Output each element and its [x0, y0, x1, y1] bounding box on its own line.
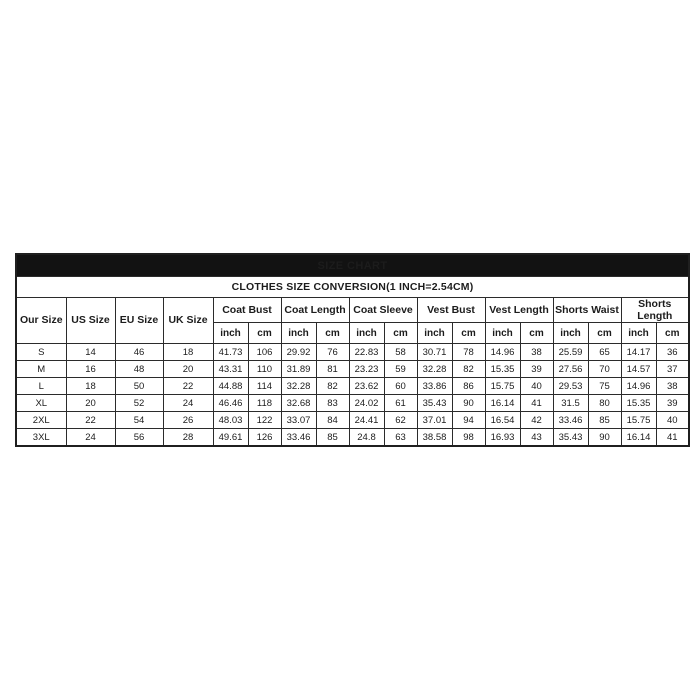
column-header-uk-size: UK Size	[163, 298, 213, 344]
size-chart-title: SIZE CHART	[16, 254, 689, 277]
size-chart-table	[15, 253, 690, 447]
value-cell: 31.5	[553, 395, 588, 412]
value-cell: 24	[163, 395, 213, 412]
value-cell: 118	[248, 395, 281, 412]
group-header-shorts-length: Shorts Length	[621, 298, 689, 323]
group-header-vest-bust: Vest Bust	[417, 298, 485, 323]
unit-header-shorts-length-inch: inch	[621, 323, 656, 344]
value-cell: 15.35	[485, 361, 520, 378]
value-cell: 41	[520, 395, 553, 412]
unit-header-coat-length-inch: inch	[281, 323, 316, 344]
size-cell: 3XL	[16, 429, 66, 447]
size-table-body	[16, 344, 689, 447]
value-cell: 40	[656, 412, 689, 429]
value-cell: 33.46	[281, 429, 316, 447]
unit-header-shorts-waist-cm: cm	[588, 323, 621, 344]
value-cell: 83	[316, 395, 349, 412]
size-cell: XL	[16, 395, 66, 412]
value-cell: 58	[384, 344, 417, 361]
size-cell: 2XL	[16, 412, 66, 429]
unit-header-vest-bust-cm: cm	[452, 323, 485, 344]
value-cell: 38.58	[417, 429, 452, 447]
table-row	[16, 344, 689, 361]
value-cell: 52	[115, 395, 163, 412]
value-cell: 27.56	[553, 361, 588, 378]
value-cell: 15.75	[485, 378, 520, 395]
value-cell: 16.93	[485, 429, 520, 447]
column-header-eu-size: EU Size	[115, 298, 163, 344]
value-cell: 81	[316, 361, 349, 378]
value-cell: 54	[115, 412, 163, 429]
value-cell: 75	[588, 378, 621, 395]
group-header-coat-bust: Coat Bust	[213, 298, 281, 323]
value-cell: 29.92	[281, 344, 316, 361]
size-conversion-subtitle: CLOTHES SIZE CONVERSION(1 INCH=2.54CM)	[16, 277, 689, 298]
value-cell: 114	[248, 378, 281, 395]
value-cell: 40	[520, 378, 553, 395]
value-cell: 46	[115, 344, 163, 361]
group-header-shorts-waist: Shorts Waist	[553, 298, 621, 323]
value-cell: 24.41	[349, 412, 384, 429]
value-cell: 61	[384, 395, 417, 412]
group-header-row	[16, 298, 689, 323]
unit-header-coat-sleeve-cm: cm	[384, 323, 417, 344]
value-cell: 48.03	[213, 412, 248, 429]
group-header-vest-length: Vest Length	[485, 298, 553, 323]
value-cell: 85	[588, 412, 621, 429]
value-cell: 36	[656, 344, 689, 361]
value-cell: 38	[656, 378, 689, 395]
value-cell: 14	[66, 344, 115, 361]
column-header-us-size: US Size	[66, 298, 115, 344]
value-cell: 63	[384, 429, 417, 447]
value-cell: 35.43	[417, 395, 452, 412]
value-cell: 46.46	[213, 395, 248, 412]
value-cell: 90	[452, 395, 485, 412]
group-header-coat-length: Coat Length	[281, 298, 349, 323]
value-cell: 16.14	[485, 395, 520, 412]
value-cell: 23.62	[349, 378, 384, 395]
value-cell: 50	[115, 378, 163, 395]
size-cell: L	[16, 378, 66, 395]
value-cell: 126	[248, 429, 281, 447]
value-cell: 84	[316, 412, 349, 429]
subtitle-row	[16, 277, 689, 298]
value-cell: 14.96	[485, 344, 520, 361]
title-row	[16, 254, 689, 277]
value-cell: 98	[452, 429, 485, 447]
value-cell: 44.88	[213, 378, 248, 395]
value-cell: 78	[452, 344, 485, 361]
value-cell: 37.01	[417, 412, 452, 429]
value-cell: 22	[163, 378, 213, 395]
value-cell: 82	[316, 378, 349, 395]
unit-header-coat-length-cm: cm	[316, 323, 349, 344]
value-cell: 70	[588, 361, 621, 378]
value-cell: 22.83	[349, 344, 384, 361]
unit-header-vest-length-inch: inch	[485, 323, 520, 344]
value-cell: 106	[248, 344, 281, 361]
value-cell: 15.75	[621, 412, 656, 429]
value-cell: 32.28	[417, 361, 452, 378]
value-cell: 85	[316, 429, 349, 447]
column-header-our-size: Our Size	[16, 298, 66, 344]
value-cell: 38	[520, 344, 553, 361]
value-cell: 37	[656, 361, 689, 378]
value-cell: 26	[163, 412, 213, 429]
value-cell: 59	[384, 361, 417, 378]
value-cell: 16	[66, 361, 115, 378]
value-cell: 32.68	[281, 395, 316, 412]
value-cell: 22	[66, 412, 115, 429]
value-cell: 14.17	[621, 344, 656, 361]
value-cell: 90	[588, 429, 621, 447]
value-cell: 80	[588, 395, 621, 412]
value-cell: 28	[163, 429, 213, 447]
value-cell: 48	[115, 361, 163, 378]
value-cell: 39	[656, 395, 689, 412]
unit-header-coat-bust-inch: inch	[213, 323, 248, 344]
value-cell: 31.89	[281, 361, 316, 378]
value-cell: 18	[66, 378, 115, 395]
table-header	[16, 254, 689, 344]
value-cell: 35.43	[553, 429, 588, 447]
value-cell: 24.8	[349, 429, 384, 447]
unit-header-coat-sleeve-inch: inch	[349, 323, 384, 344]
value-cell: 24.02	[349, 395, 384, 412]
value-cell: 41.73	[213, 344, 248, 361]
value-cell: 14.96	[621, 378, 656, 395]
value-cell: 62	[384, 412, 417, 429]
unit-header-vest-bust-inch: inch	[417, 323, 452, 344]
value-cell: 18	[163, 344, 213, 361]
table-row	[16, 395, 689, 412]
value-cell: 33.86	[417, 378, 452, 395]
value-cell: 39	[520, 361, 553, 378]
value-cell: 30.71	[417, 344, 452, 361]
value-cell: 43.31	[213, 361, 248, 378]
value-cell: 24	[66, 429, 115, 447]
value-cell: 76	[316, 344, 349, 361]
value-cell: 20	[163, 361, 213, 378]
table-row	[16, 378, 689, 395]
table-row	[16, 429, 689, 447]
value-cell: 110	[248, 361, 281, 378]
value-cell: 29.53	[553, 378, 588, 395]
value-cell: 33.46	[553, 412, 588, 429]
value-cell: 33.07	[281, 412, 316, 429]
unit-header-vest-length-cm: cm	[520, 323, 553, 344]
unit-header-shorts-waist-inch: inch	[553, 323, 588, 344]
unit-header-coat-bust-cm: cm	[248, 323, 281, 344]
value-cell: 42	[520, 412, 553, 429]
value-cell: 65	[588, 344, 621, 361]
value-cell: 94	[452, 412, 485, 429]
table-row	[16, 361, 689, 378]
value-cell: 25.59	[553, 344, 588, 361]
value-cell: 43	[520, 429, 553, 447]
value-cell: 16.14	[621, 429, 656, 447]
value-cell: 32.28	[281, 378, 316, 395]
value-cell: 15.35	[621, 395, 656, 412]
value-cell: 56	[115, 429, 163, 447]
value-cell: 86	[452, 378, 485, 395]
value-cell: 49.61	[213, 429, 248, 447]
group-header-coat-sleeve: Coat Sleeve	[349, 298, 417, 323]
value-cell: 16.54	[485, 412, 520, 429]
value-cell: 82	[452, 361, 485, 378]
value-cell: 23.23	[349, 361, 384, 378]
size-cell: M	[16, 361, 66, 378]
value-cell: 20	[66, 395, 115, 412]
value-cell: 14.57	[621, 361, 656, 378]
value-cell: 41	[656, 429, 689, 447]
value-cell: 60	[384, 378, 417, 395]
value-cell: 122	[248, 412, 281, 429]
unit-header-shorts-length-cm: cm	[656, 323, 689, 344]
size-cell: S	[16, 344, 66, 361]
table-row	[16, 412, 689, 429]
